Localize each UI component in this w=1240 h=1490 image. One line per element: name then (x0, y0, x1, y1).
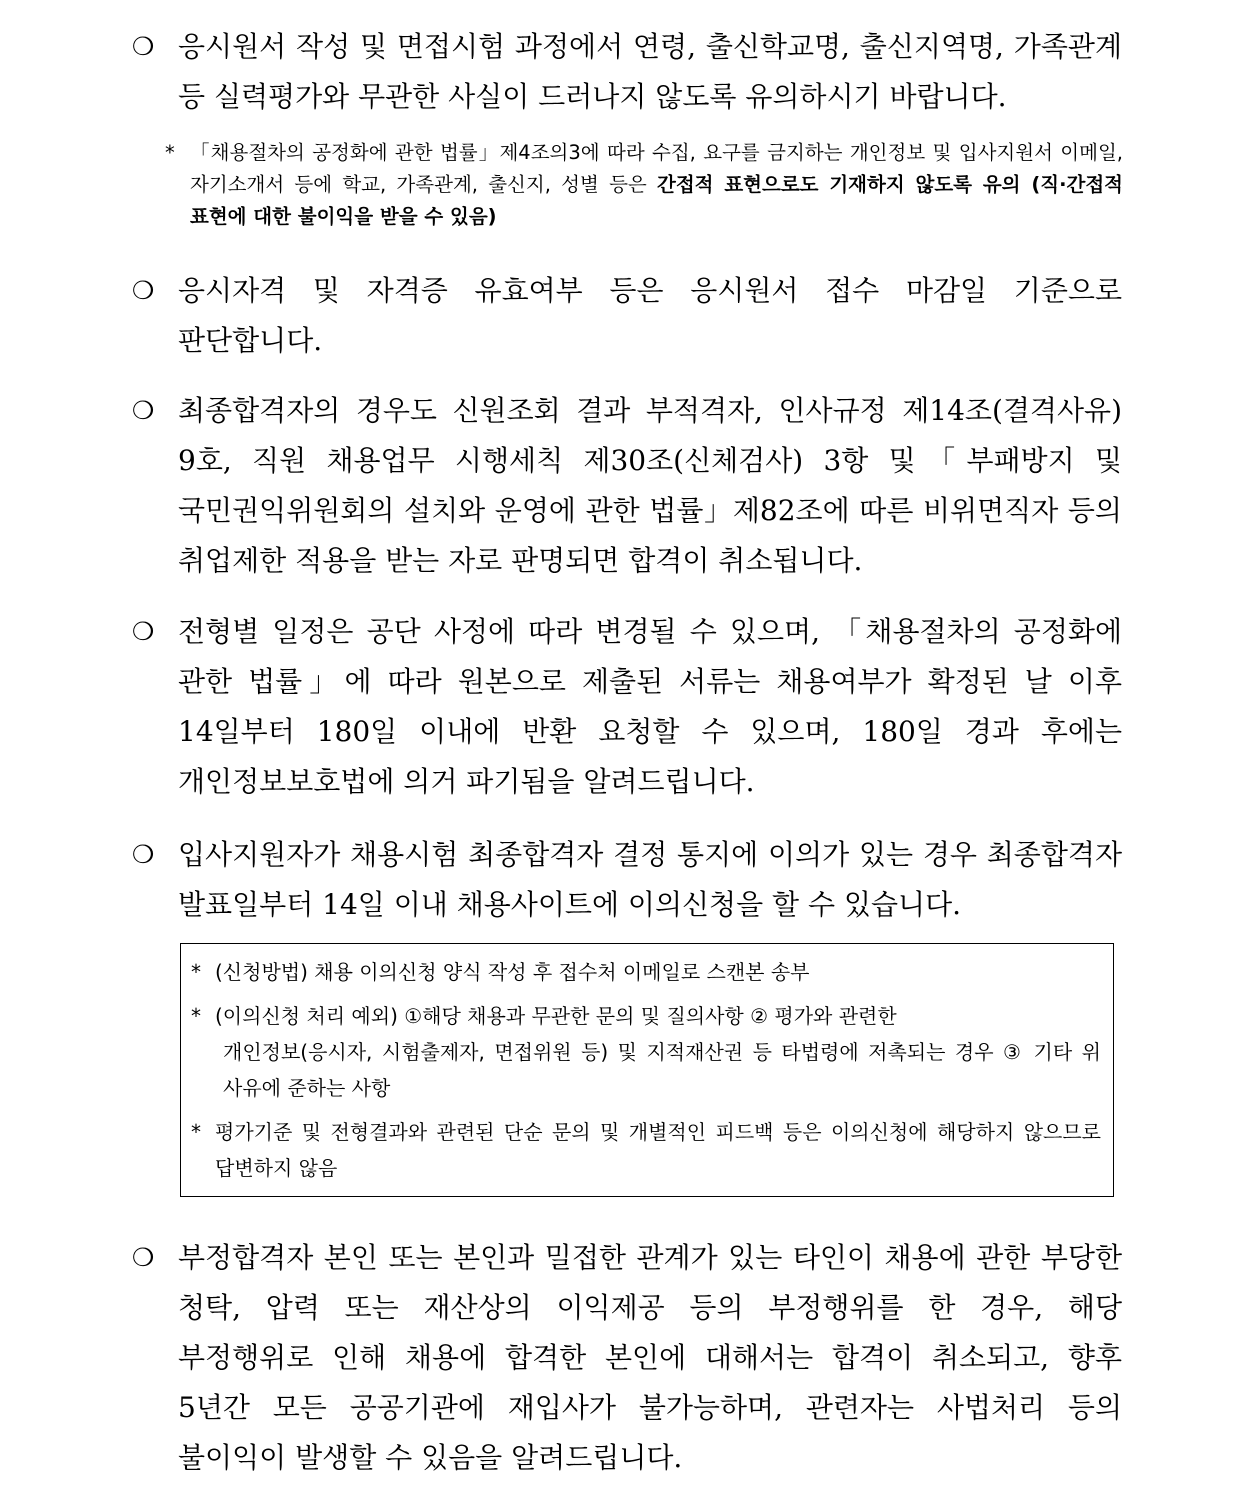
notice-item-1 (132, 22, 1122, 122)
notice-item-6 (132, 1233, 1122, 1483)
notice-text: 응시자격 및 자격증 유효여부 등은 응시원서 접수 마감일 기준으로 판단합니다. (178, 274, 1122, 357)
asterisk-icon: * (191, 1004, 201, 1028)
circle-bullet-icon: ❍ (132, 1243, 155, 1272)
box-item-text-first: (이의신청 처리 예외) ①해당 채용과 무관한 문의 및 질의사항 ② 평가와 관련한 (215, 1004, 897, 1028)
circle-bullet-icon: ❍ (132, 32, 155, 61)
notice-text: 부정합격자 본인 또는 본인과 밀접한 관계가 있는 타인이 채용에 관한 부당한 청탁, 압력 또는 재산상의 이익제공 등의 부정행위를 한 경우, 해당 부정행위로 인해 채용에 합격한 본인에 대해서는 합격이 취소되고, 향후 5년간 모든 공공기관에 재입사가 불가능하며, 관련자는 사법처리 등의 불이익이 발생할 수 있음을 알려드립니다. (178, 1241, 1122, 1474)
notice-text: 최종합격자의 경우도 신원조회 결과 부적격자, 인사규정 제14조(결격사유) 9호, 직원 채용업무 시행세칙 제30조(신체검사) 3항 및「부패방지 및 국민권익위원회의 설치와 운영에 관한 법률」제82조에 따른 비위면직자 등의 취업제한 적용을 받는 자로 판명되면 합격이 취소됩니다. (178, 394, 1122, 577)
circle-bullet-icon: ❍ (132, 617, 155, 646)
box-item-feedback (191, 1114, 1101, 1186)
notice-text: 전형별 일정은 공단 사정에 따라 변경될 수 있으며, 「채용절차의 공정화에 관한 법률」에 따라 원본으로 제출된 서류는 채용여부가 확정된 날 이후 14일부터 180일 이내에 반환 요청할 수 있으며, 180일 경과 후에는 개인정보보호법에 의거 파기됨을 알려드립니다. (178, 615, 1122, 798)
box-item-text: (신청방법) 채용 이의신청 양식 작성 후 접수처 이메일로 스캔본 송부 (215, 960, 810, 984)
asterisk-icon: * (165, 141, 175, 164)
circle-bullet-icon: ❍ (132, 276, 155, 305)
notice-text: 응시원서 작성 및 면접시험 과정에서 연령, 출신학교명, 출신지역명, 가족관계 등 실력평가와 무관한 사실이 드러나지 않도록 유의하시기 바랍니다. (178, 30, 1122, 113)
notice-item-3 (132, 386, 1122, 586)
asterisk-icon: * (191, 1120, 201, 1144)
asterisk-icon: * (191, 960, 201, 984)
box-item-text (215, 998, 1101, 1106)
notice-item-2 (132, 266, 1122, 366)
circle-bullet-icon: ❍ (132, 840, 155, 869)
box-item-exceptions (191, 998, 1101, 1106)
notice-item-4 (132, 607, 1122, 807)
circle-bullet-icon: ❍ (132, 396, 155, 425)
box-item-text-continued: 개인정보(응시자, 시험출제자, 면접위원 등) 및 지적재산권 등 타법령에 저촉되는 경우 ③ 기타 위 사유에 준하는 사항 (223, 1040, 1101, 1100)
objection-info-box (180, 943, 1114, 1197)
privacy-note-text (190, 137, 1123, 233)
notice-text: 입사지원자가 채용시험 최종합격자 결정 통지에 이의가 있는 경우 최종합격자 발표일부터 14일 이내 채용사이트에 이의신청을 할 수 있습니다. (178, 838, 1122, 921)
privacy-note-plain: 「채용절차의 공정화에 관한 법률」제4조의3에 따라 수집, 요구를 금지하는 개인정보 및 입사지원서 이메일, 자기소개서 등에 학교, 가족관계, 출신지, 성별 등은 (190, 141, 1123, 196)
privacy-note-bold: 간접적 표현으로도 기재하지 않도록 유의 (직·간접적 표현에 대한 불이익을 받을 수 있음) (190, 173, 1124, 228)
box-item-text: 평가기준 및 전형결과와 관련된 단순 문의 및 개별적인 피드백 등은 이의신청에 해당하지 않으므로 답변하지 않음 (215, 1120, 1101, 1180)
box-item-method (191, 954, 1101, 990)
notice-item-5 (132, 830, 1122, 930)
privacy-note (165, 137, 1123, 233)
